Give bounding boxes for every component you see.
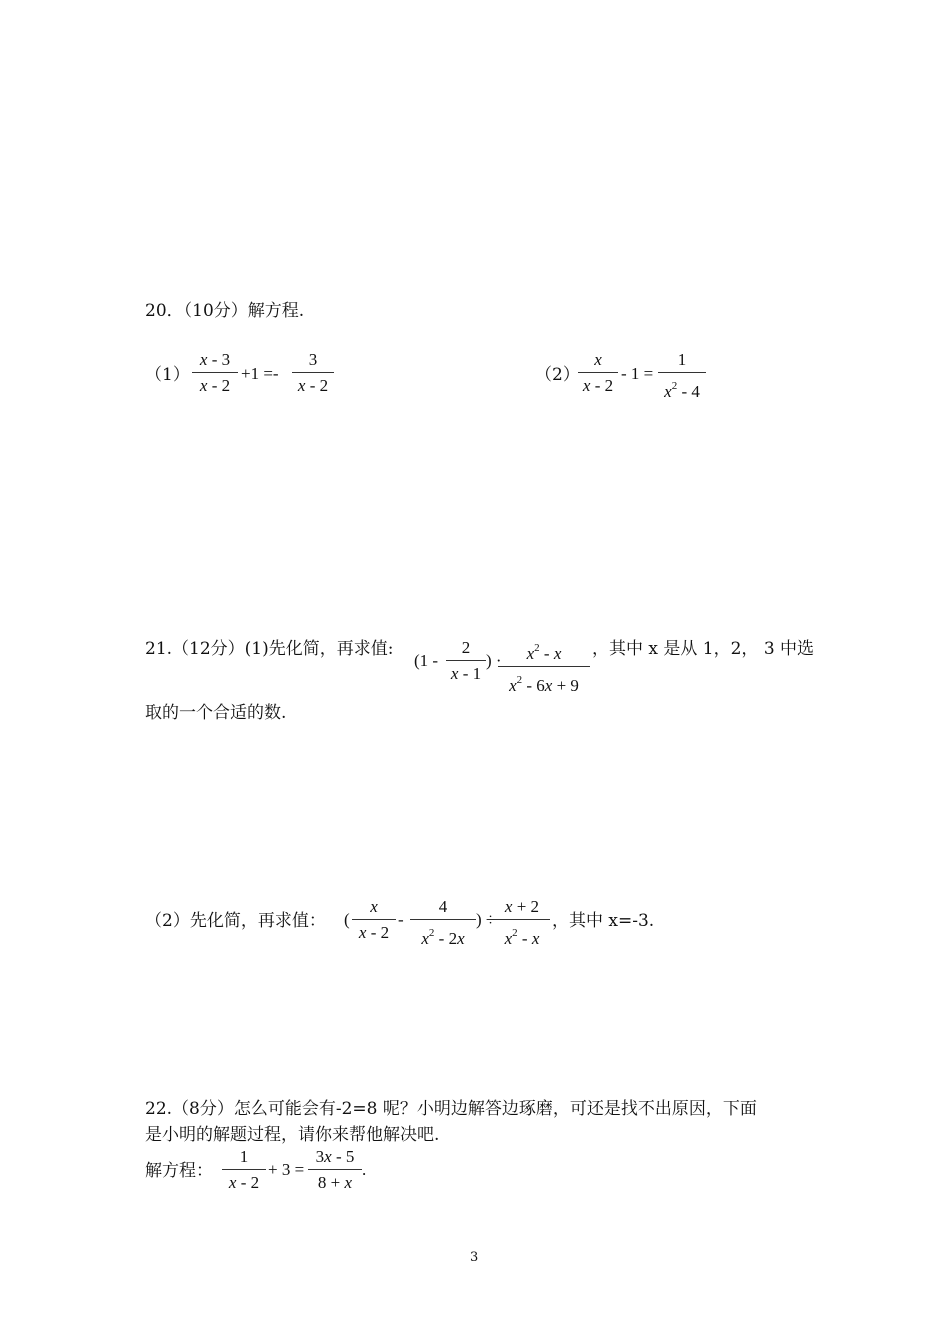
question-21-header: 21.（12分）(1)先化简，再求值: — [145, 639, 394, 659]
q20-p2-fraction-left: x x - 2 — [578, 350, 618, 396]
q21-p2-minus: - — [398, 910, 404, 929]
q22-fraction-right: 3x - 5 8 + x — [308, 1147, 362, 1193]
q21-part2-tail: ，其中 x=-3. — [552, 911, 655, 931]
q22-period: . — [362, 1160, 367, 1179]
q20-p2-operator: - 1 = — [621, 364, 654, 383]
question-22-line1: 22.（8分）怎么可能会有-2=8 呢？小明边解答边琢磨，可还是找不出原因，下面 — [145, 1099, 757, 1119]
q20-part1-label: （1） — [145, 365, 190, 385]
q20-part2-label: （2） — [535, 365, 580, 385]
q21-p1-fraction-a: 2 x - 1 — [446, 638, 486, 684]
q21-p2-fraction-a: x x - 2 — [352, 897, 396, 943]
q21-p2-fraction-c: x + 2 $x^2$ - x — [494, 897, 550, 949]
q20-p1-fraction-right: 3 x - 2 — [292, 350, 334, 396]
q22-fraction-left: 1 x - 2 — [222, 1147, 266, 1193]
q20-p1-operator: +1 =- — [241, 364, 279, 383]
q21-p2-close-paren-div: ) ÷ — [476, 910, 496, 929]
q21-p2-open-paren: ( — [344, 910, 350, 929]
q21-header-tail: ，其中 x 是从 1，2， 3 中选 — [592, 639, 815, 659]
q21-p1-fraction-b: $x^2$ - x $x^2 - 6x + 9$ — [498, 638, 590, 696]
question-20-header: 20．（10分）解方程. — [145, 301, 305, 321]
q20-p2-fraction-right: 1 $x^2 - 4$ — [658, 350, 706, 402]
q21-line2: 取的一个合适的数. — [145, 703, 287, 723]
q21-p2-fraction-b: 4 $x^2 - 2x$ — [410, 897, 476, 949]
q21-open-paren: (1 - — [414, 651, 439, 670]
q22-line3-label: 解方程： — [145, 1161, 213, 1181]
page-number: 3 — [470, 1250, 479, 1265]
q21-close-paren-dot: ) · — [486, 651, 502, 670]
question-22-line2: 是小明的解题过程，请你来帮他解决吧. — [145, 1125, 440, 1145]
q22-operator: + 3 = — [268, 1160, 305, 1179]
q20-p1-fraction-left: x - 3 x - 2 — [192, 350, 238, 396]
q21-part2-label: （2）先化简，再求值： — [145, 911, 326, 931]
